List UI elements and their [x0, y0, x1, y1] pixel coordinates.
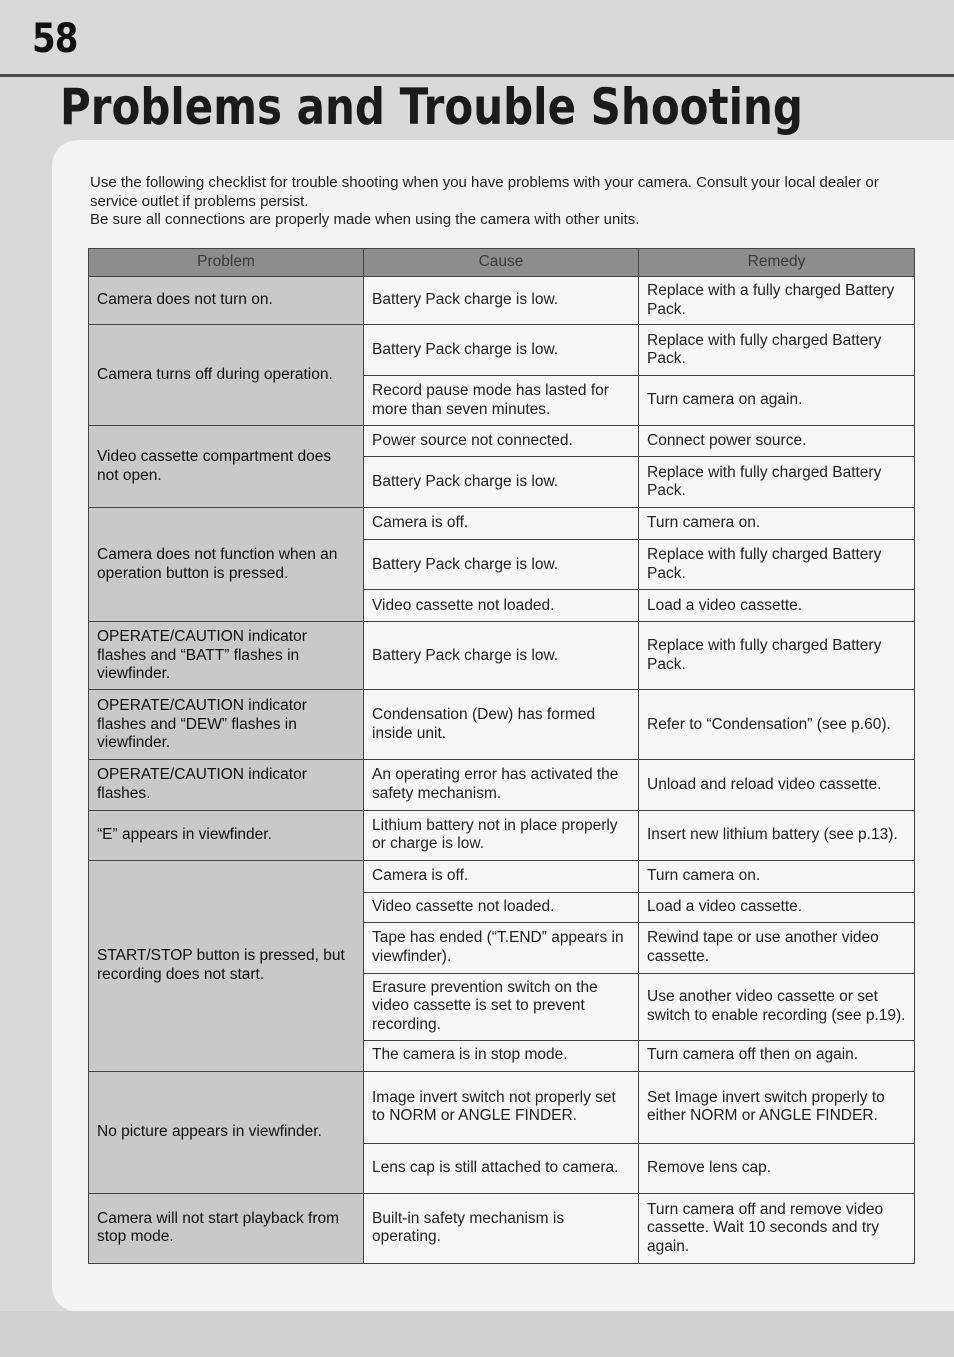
cause-cell: Lithium battery not in place properly or charge is low.: [364, 810, 639, 860]
intro-text: [90, 174, 910, 230]
remedy-cell: Rewind tape or use another video cassette.: [639, 922, 915, 973]
table-row: [89, 1193, 915, 1263]
page-bottom-edge: [0, 1311, 954, 1357]
cause-cell: Condensation (Dew) has formed inside unit.: [364, 690, 639, 760]
remedy-cell: Unload and reload video cassette.: [639, 760, 915, 810]
remedy-cell: Remove lens cap.: [639, 1143, 915, 1193]
cause-cell: Camera is off.: [364, 508, 639, 540]
table-row: [89, 325, 915, 376]
remedy-cell: Turn camera off and remove video cassette. Wait 10 seconds and try again.: [639, 1193, 915, 1263]
cause-cell: Battery Pack charge is low.: [364, 540, 639, 590]
table-row: [89, 622, 915, 690]
cause-cell: Lens cap is still attached to camera.: [364, 1143, 639, 1193]
remedy-cell: Refer to “Condensation” (see p.60).: [639, 690, 915, 760]
remedy-cell: Set Image invert switch properly to either NORM or ANGLE FINDER.: [639, 1071, 915, 1143]
cause-cell: Battery Pack charge is low.: [364, 325, 639, 376]
problem-cell: Camera does not turn on.: [89, 277, 364, 325]
table-row: [89, 860, 915, 892]
cause-cell: Battery Pack charge is low.: [364, 277, 639, 325]
table-row: [89, 760, 915, 810]
problem-cell: Video cassette compartment does not open.: [89, 426, 364, 508]
cause-cell: Erasure prevention switch on the video cassette is set to prevent recording.: [364, 973, 639, 1040]
remedy-cell: Replace with fully charged Battery Pack.: [639, 457, 915, 508]
problem-cell: Camera turns off during operation.: [89, 325, 364, 426]
remedy-cell: Replace with fully charged Battery Pack.: [639, 325, 915, 376]
table-row: [89, 277, 915, 325]
remedy-cell: Load a video cassette.: [639, 892, 915, 922]
problem-cell: OPERATE/CAUTION indicator flashes and “DEW” flashes in viewfinder.: [89, 690, 364, 760]
problem-cell: “E” appears in viewfinder.: [89, 810, 364, 860]
remedy-cell: Connect power source.: [639, 426, 915, 457]
table-row: [89, 690, 915, 760]
cause-cell: Built-in safety mechanism is operating.: [364, 1193, 639, 1263]
problem-cell: Camera does not function when an operation button is pressed.: [89, 508, 364, 622]
intro-paragraph: Be sure all connections are properly made when using the camera with other units.: [90, 211, 640, 228]
problem-cell: OPERATE/CAUTION indicator flashes.: [89, 760, 364, 810]
problem-cell: No picture appears in viewfinder.: [89, 1071, 364, 1193]
table-body: [89, 277, 915, 1264]
table-row: [89, 1071, 915, 1143]
cause-cell: Battery Pack charge is low.: [364, 622, 639, 690]
cause-cell: Image invert switch not properly set to NORM or ANGLE FINDER.: [364, 1071, 639, 1143]
cause-cell: Tape has ended (“T.END” appears in viewfinder).: [364, 922, 639, 973]
table-row: [89, 426, 915, 457]
remedy-cell: Insert new lithium battery (see p.13).: [639, 810, 915, 860]
cause-cell: Record pause mode has lasted for more than seven minutes.: [364, 376, 639, 426]
top-rule: [0, 74, 954, 77]
problem-cell: Camera will not start playback from stop mode.: [89, 1193, 364, 1263]
table-header-row: [89, 249, 915, 277]
cause-cell: Camera is off.: [364, 860, 639, 892]
cause-cell: Power source not connected.: [364, 426, 639, 457]
intro-paragraph: Use the following checklist for trouble shooting when you have problems with your camera. Consult your local dealer or service outlet if problems persist.: [90, 174, 879, 210]
cause-cell: An operating error has activated the safety mechanism.: [364, 760, 639, 810]
header-cause: Cause: [364, 249, 639, 277]
remedy-cell: Turn camera on.: [639, 508, 915, 540]
troubleshooting-table: [88, 248, 915, 1264]
remedy-cell: Replace with fully charged Battery Pack.: [639, 622, 915, 690]
cause-cell: Video cassette not loaded.: [364, 590, 639, 622]
remedy-cell: Turn camera on again.: [639, 376, 915, 426]
page-title: Problems and Trouble Shooting: [60, 78, 803, 136]
remedy-cell: Replace with fully charged Battery Pack.: [639, 540, 915, 590]
cause-cell: Video cassette not loaded.: [364, 892, 639, 922]
problem-cell: OPERATE/CAUTION indicator flashes and “BATT” flashes in viewfinder.: [89, 622, 364, 690]
header-problem: Problem: [89, 249, 364, 277]
page-number: 58: [32, 16, 78, 62]
header-remedy: Remedy: [639, 249, 915, 277]
remedy-cell: Turn camera off then on again.: [639, 1040, 915, 1071]
remedy-cell: Replace with a fully charged Battery Pack.: [639, 277, 915, 325]
remedy-cell: Load a video cassette.: [639, 590, 915, 622]
cause-cell: Battery Pack charge is low.: [364, 457, 639, 508]
table-row: [89, 810, 915, 860]
cause-cell: The camera is in stop mode.: [364, 1040, 639, 1071]
remedy-cell: Use another video cassette or set switch to enable recording (see p.19).: [639, 973, 915, 1040]
problem-cell: START/STOP button is pressed, but recording does not start.: [89, 860, 364, 1071]
remedy-cell: Turn camera on.: [639, 860, 915, 892]
table-row: [89, 508, 915, 540]
